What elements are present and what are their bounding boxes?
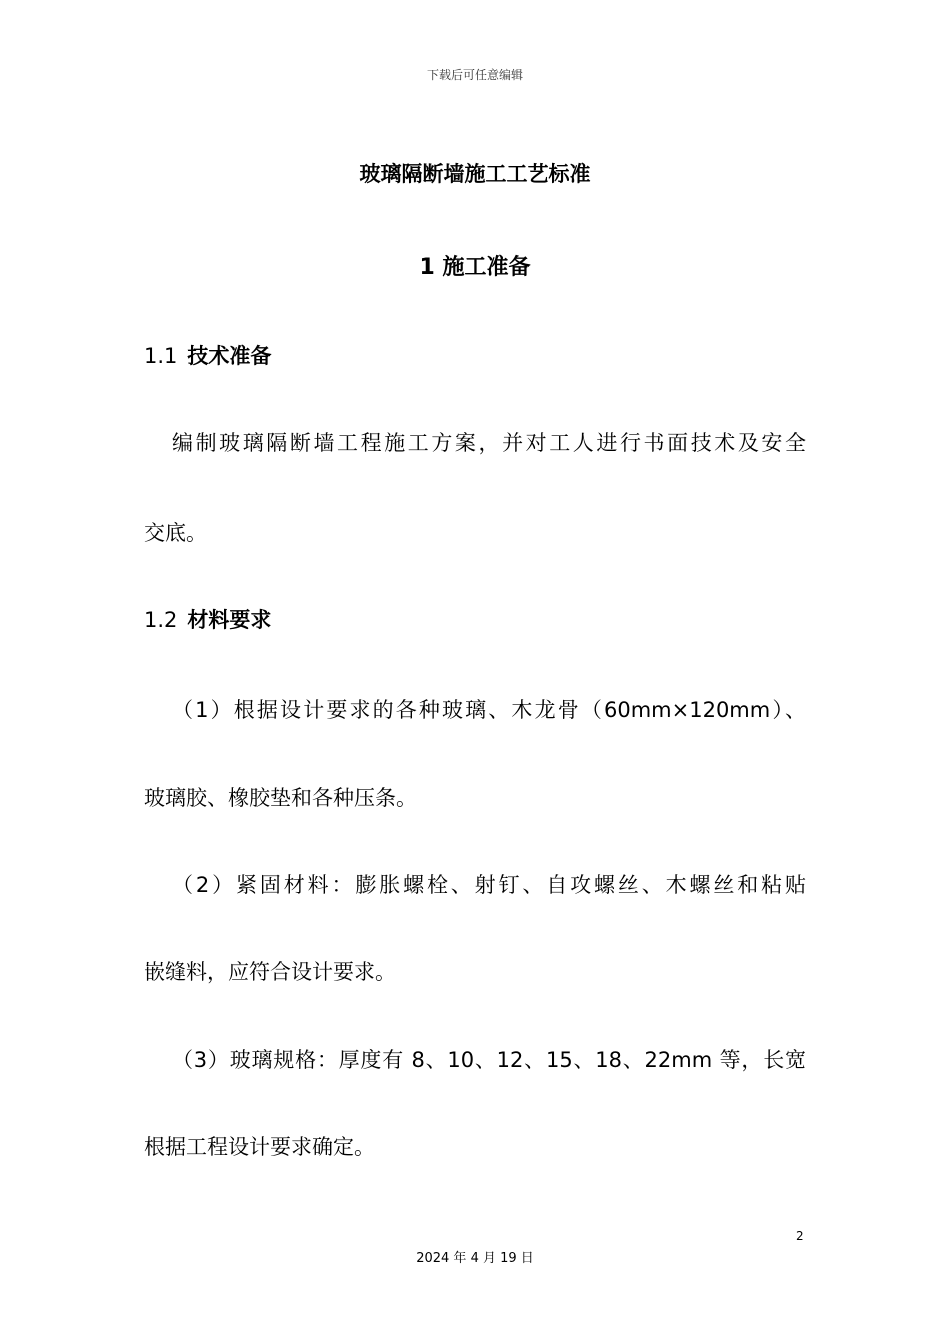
subsection-title: 材料要求 — [187, 608, 272, 632]
footer-date: 2024 年 4 月 19 日 — [416, 1251, 534, 1266]
subsection-heading-technical — [144, 340, 271, 370]
subsection-title: 技术准备 — [187, 344, 272, 368]
document-title: 玻璃隔断墙施工工艺标准 — [359, 162, 591, 186]
paragraph-line: 编制玻璃隔断墙工程施工方案，并对工人进行书面技术及安全 — [172, 431, 806, 455]
header-note: 下载后可任意编辑 — [426, 68, 523, 82]
list-item-line: 嵌缝料，应符合设计要求。 — [144, 960, 396, 984]
list-item-line: 玻璃胶、橡胶垫和各种压条。 — [144, 786, 417, 810]
subsection-heading-materials — [144, 604, 271, 634]
list-item-line: 根据工程设计要求确定。 — [144, 1135, 375, 1159]
section-heading: 1 施工准备 — [419, 255, 531, 280]
list-item-line: （2）紧固材料：膨胀螺栓、射钉、自攻螺丝、木螺丝和粘贴 — [172, 873, 806, 897]
page-number: 2 — [796, 1229, 804, 1243]
list-item-line: （1）根据设计要求的各种玻璃、木龙骨（60mm×120mm）、 — [172, 698, 806, 722]
subsection-number: 1.2 — [144, 608, 178, 632]
paragraph-line: 交底。 — [144, 521, 207, 545]
list-item-line: （3）玻璃规格：厚度有 8、10、12、15、18、22mm 等，长宽 — [172, 1048, 806, 1072]
subsection-number: 1.1 — [144, 344, 178, 368]
